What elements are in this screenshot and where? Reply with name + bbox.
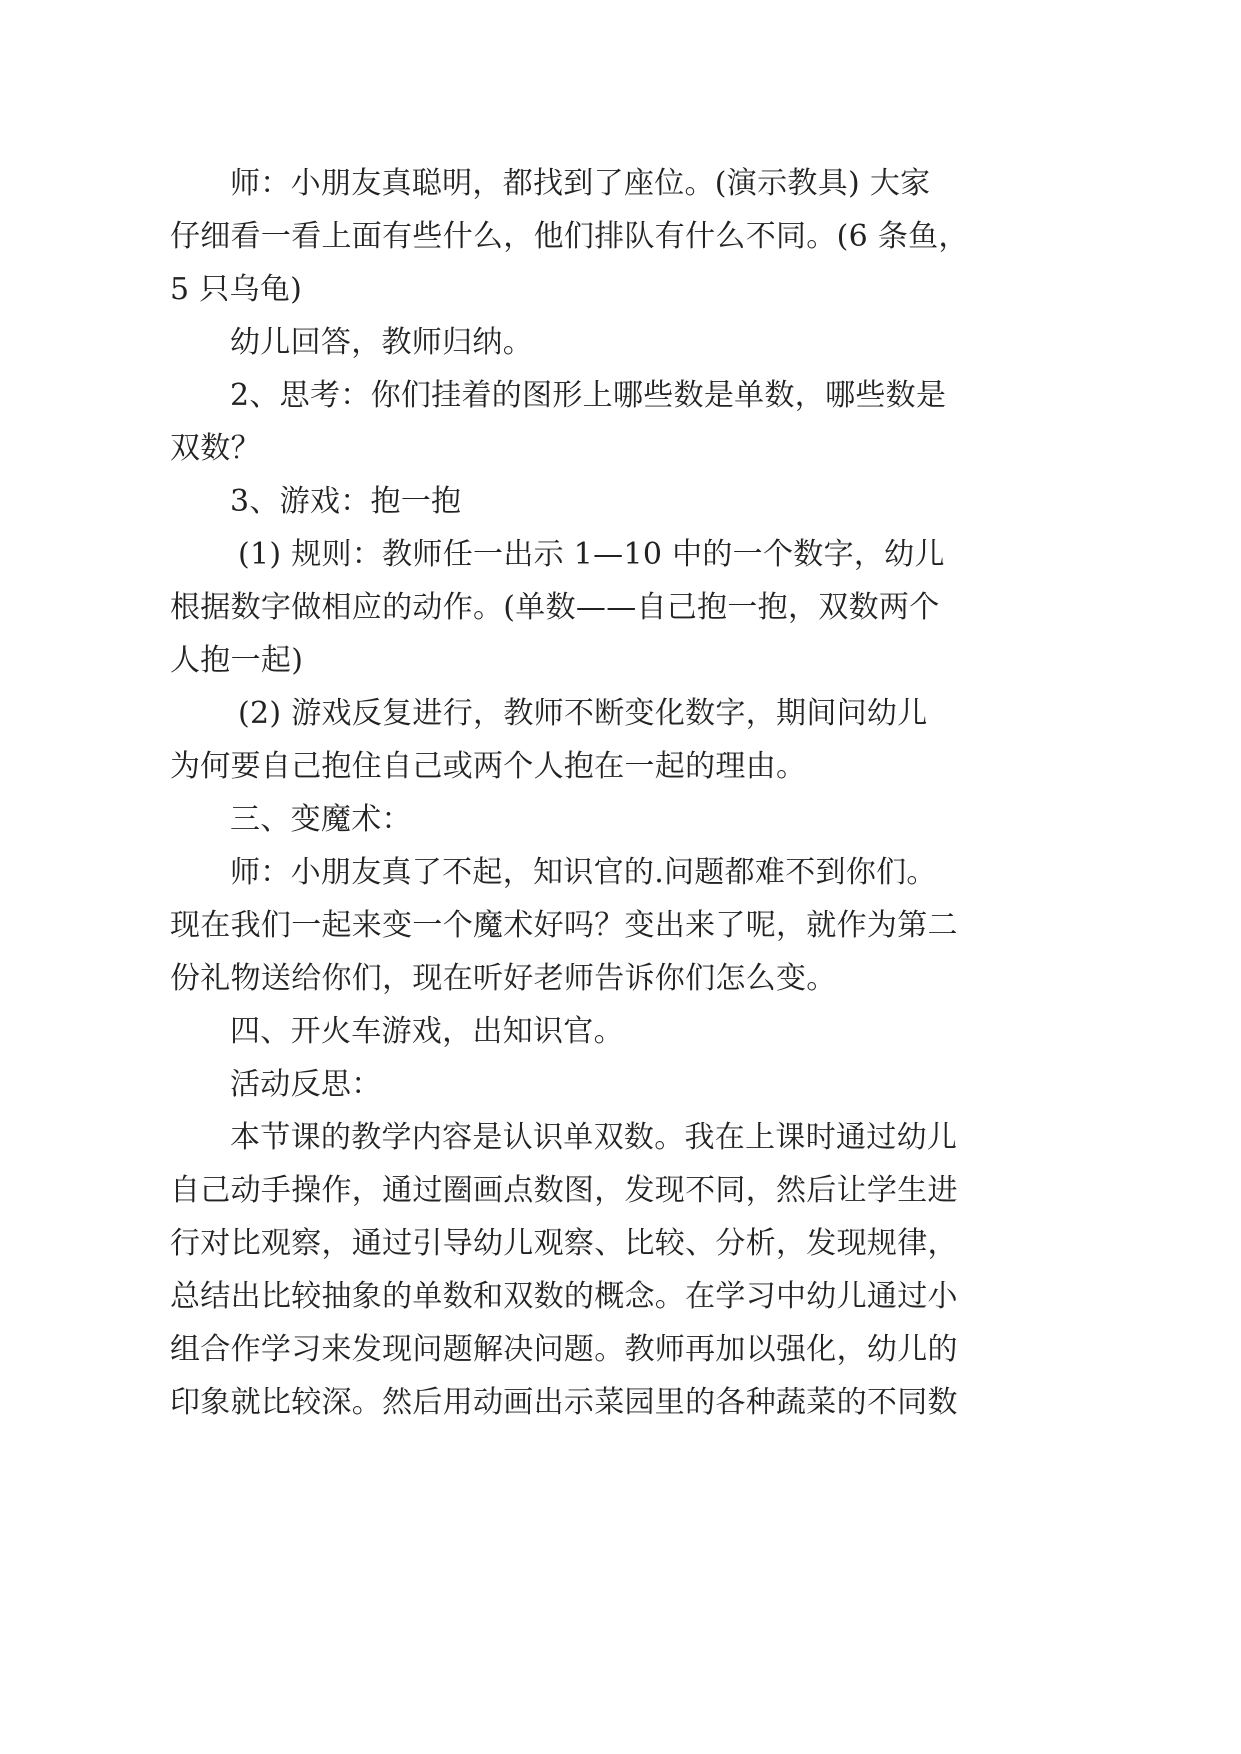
- text-line: [0, 580, 1241, 636]
- line-text: 现在我们一起来变一个魔术好吗？变出来了呢，就作为第二: [170, 908, 958, 943]
- text-line: [0, 1163, 1241, 1219]
- text-line: [0, 845, 1241, 901]
- text-line: [0, 209, 1241, 265]
- line-text: 总结出比较抽象的单数和双数的概念。在学习中幼儿通过小: [170, 1279, 958, 1314]
- line-text: 2、思考：你们挂着的图形上哪些数是单数，哪些数是: [230, 378, 947, 413]
- line-text: 师：小朋友真聪明，都找到了座位。(演示教具) 大家: [230, 166, 931, 201]
- line-text: 四、开火车游戏，出知识官。: [230, 1014, 624, 1049]
- line-text: 活动反思：: [230, 1067, 382, 1102]
- text-line: [0, 527, 1241, 583]
- text-line: [0, 1322, 1241, 1378]
- line-text: 份礼物送给你们，现在听好老师告诉你们怎么变。: [170, 961, 837, 996]
- line-text: 本节课的教学内容是认识单双数。我在上课时通过幼儿: [230, 1120, 958, 1155]
- line-text: 3、游戏：抱一抱: [230, 484, 462, 519]
- text-line: [0, 951, 1241, 1007]
- text-line: [0, 686, 1241, 742]
- text-line: [0, 792, 1241, 848]
- line-text: 三、变魔术：: [230, 802, 412, 837]
- text-line: [0, 315, 1241, 371]
- text-line: [0, 633, 1241, 689]
- line-text: 行对比观察，通过引导幼儿观察、比较、分析，发现规律，: [170, 1226, 958, 1261]
- text-line: [0, 156, 1241, 212]
- line-text: (2) 游戏反复进行，教师不断变化数字，期间问幼儿: [238, 696, 928, 731]
- line-text: (1) 规则：教师任一出示 1—10 中的一个数字，幼儿: [238, 537, 945, 572]
- line-text: 双数？: [170, 431, 261, 466]
- line-text: 幼儿回答，教师归纳。: [230, 325, 533, 360]
- text-line: [0, 1004, 1241, 1060]
- text-line: [0, 368, 1241, 424]
- text-line: [0, 1375, 1241, 1431]
- text-line: [0, 262, 1241, 318]
- line-text: 人抱一起): [170, 643, 304, 678]
- line-text: 5 只乌龟): [170, 272, 303, 307]
- text-line: [0, 474, 1241, 530]
- text-line: [0, 1216, 1241, 1272]
- line-text: 师：小朋友真了不起，知识官的.问题都难不到你们。: [230, 855, 937, 890]
- line-text: 组合作学习来发现问题解决问题。教师再加以强化，幼儿的: [170, 1332, 958, 1367]
- text-line: [0, 898, 1241, 954]
- text-line: [0, 421, 1241, 477]
- line-text: 自己动手操作，通过圈画点数图，发现不同，然后让学生进: [170, 1173, 958, 1208]
- text-line: [0, 739, 1241, 795]
- text-line: [0, 1057, 1241, 1113]
- line-text: 为何要自己抱住自己或两个人抱在一起的理由。: [170, 749, 807, 784]
- text-line: [0, 1269, 1241, 1325]
- text-line: [0, 1110, 1241, 1166]
- line-text: 印象就比较深。然后用动画出示菜园里的各种蔬菜的不同数: [170, 1385, 958, 1420]
- line-text: 根据数字做相应的动作。(单数——自己抱一抱，双数两个: [170, 590, 940, 625]
- line-text: 仔细看一看上面有些什么，他们排队有什么不同。(6 条鱼，: [170, 219, 969, 254]
